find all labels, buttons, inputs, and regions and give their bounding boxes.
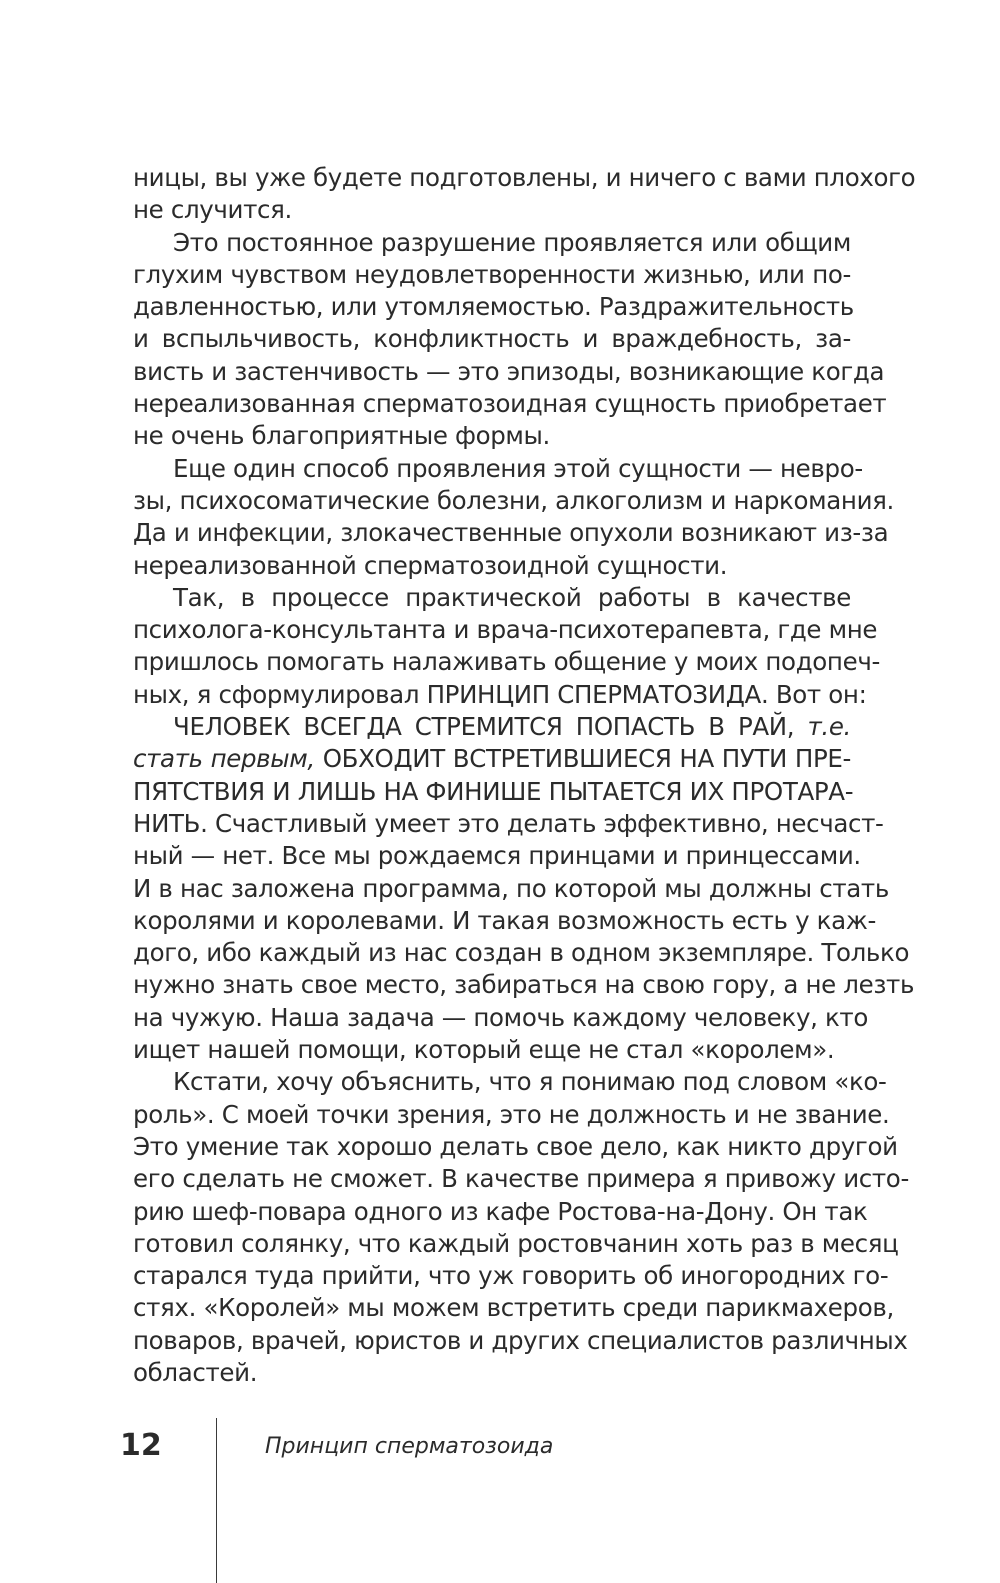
text-line: и вспыльчивость, конфликтность и враждебность, за- <box>133 324 851 354</box>
text-line: не случится. <box>133 195 292 225</box>
running-title: Принцип сперматозоида <box>265 1434 554 1459</box>
text-line: Да и инфекции, злокачественные опухоли возникают из-за <box>133 518 889 548</box>
text-line: глухим чувством неудовлетворенности жизнью, или по- <box>133 259 851 289</box>
text-line: Это постоянное разрушение проявляется или общим <box>173 227 851 257</box>
text-line: висть и застенчивость — это эпизоды, возникающие когда <box>133 356 885 386</box>
text-line: Это умение так хорошо делать свое дело, как никто другой <box>133 1131 898 1161</box>
text-line: рию шеф-повара одного из кафе Ростова-на-Дону. Он так <box>133 1196 868 1226</box>
page-number: 12 <box>120 1428 162 1463</box>
text-line: его сделать не сможет. В качестве примера я привожу исто- <box>133 1164 909 1194</box>
text-line: Еще один способ проявления этой сущности — невро- <box>173 453 863 483</box>
text-line: старался туда прийти, что уж говорить об иногородних го- <box>133 1261 889 1291</box>
text-segment: ЧЕЛОВЕК ВСЕГДА СТРЕМИТСЯ ПОПАСТЬ В РАЙ, <box>173 712 795 742</box>
text-line: готовил солянку, что каждый ростовчанин хоть раз в месяц <box>133 1228 899 1258</box>
text-line: ницы, вы уже будете подготовлены, и ничего с вами плохого <box>133 163 916 192</box>
text-line: роль». С моей точки зрения, это не должность и не звание. <box>133 1099 890 1129</box>
italic-segment: т.е. <box>807 712 851 742</box>
text-line: дого, ибо каждый из нас создан в одном экземпляре. Только <box>133 938 910 968</box>
text-line: поваров, врачей, юристов и других специалистов различных <box>133 1325 908 1355</box>
text-line: ПЯТСТВИЯ И ЛИШЬ НА ФИНИШЕ ПЫТАЕТСЯ ИХ ПРОТАРА- <box>133 776 854 806</box>
text-line: не очень благоприятные формы. <box>133 421 550 451</box>
page-body <box>133 162 916 1389</box>
text-line-mixed <box>133 711 851 743</box>
text-line: Кстати, хочу объяснить, что я понимаю под словом «ко- <box>173 1067 887 1097</box>
footer-divider <box>216 1418 217 1583</box>
text-line: нереализованная сперматозоидная сущность приобретает <box>133 389 887 419</box>
text-line: стях. «Королей» мы можем встретить среди парикмахеров, <box>133 1293 894 1323</box>
text-line: королями и королевами. И такая возможность есть у каж- <box>133 905 876 935</box>
italic-segment: стать первым, <box>133 744 315 774</box>
text-line: на чужую. Наша задача — помочь каждому человеку, кто <box>133 1002 868 1032</box>
text-segment: ОБХОДИТ ВСТРЕТИВШИЕСЯ НА ПУТИ ПРЕ- <box>322 744 851 774</box>
text-line: ный — нет. Все мы рождаемся принцами и принцессами. <box>133 841 861 871</box>
page-footer <box>0 1418 1000 1583</box>
text-line: зы, психосоматические болезни, алкоголизм и наркомания. <box>133 485 894 515</box>
text-line: ных, я сформулировал ПРИНЦИП СПЕРМАТОЗИДА. Вот он: <box>133 679 867 709</box>
text-line: НИТЬ. Счастливый умеет это делать эффективно, несчаст- <box>133 808 884 838</box>
text-line: ищет нашей помощи, который еще не стал «королем». <box>133 1035 835 1065</box>
text-line: психолога-консультанта и врача-психотерапевта, где мне <box>133 615 878 645</box>
text-line: нереализованной сперматозоидной сущности. <box>133 550 728 580</box>
text-line: Так, в процессе практической работы в качестве <box>173 582 851 612</box>
text-line-mixed <box>133 743 851 775</box>
text-line: пришлось помогать налаживать общение у моих подопеч- <box>133 647 880 677</box>
text-line: давленностью, или утомляемостью. Раздражительность <box>133 292 854 322</box>
text-line: И в нас заложена программа, по которой мы должны стать <box>133 873 889 903</box>
text-line: областей. <box>133 1357 258 1387</box>
text-line: нужно знать свое место, забираться на свою гору, а не лезть <box>133 970 915 1000</box>
